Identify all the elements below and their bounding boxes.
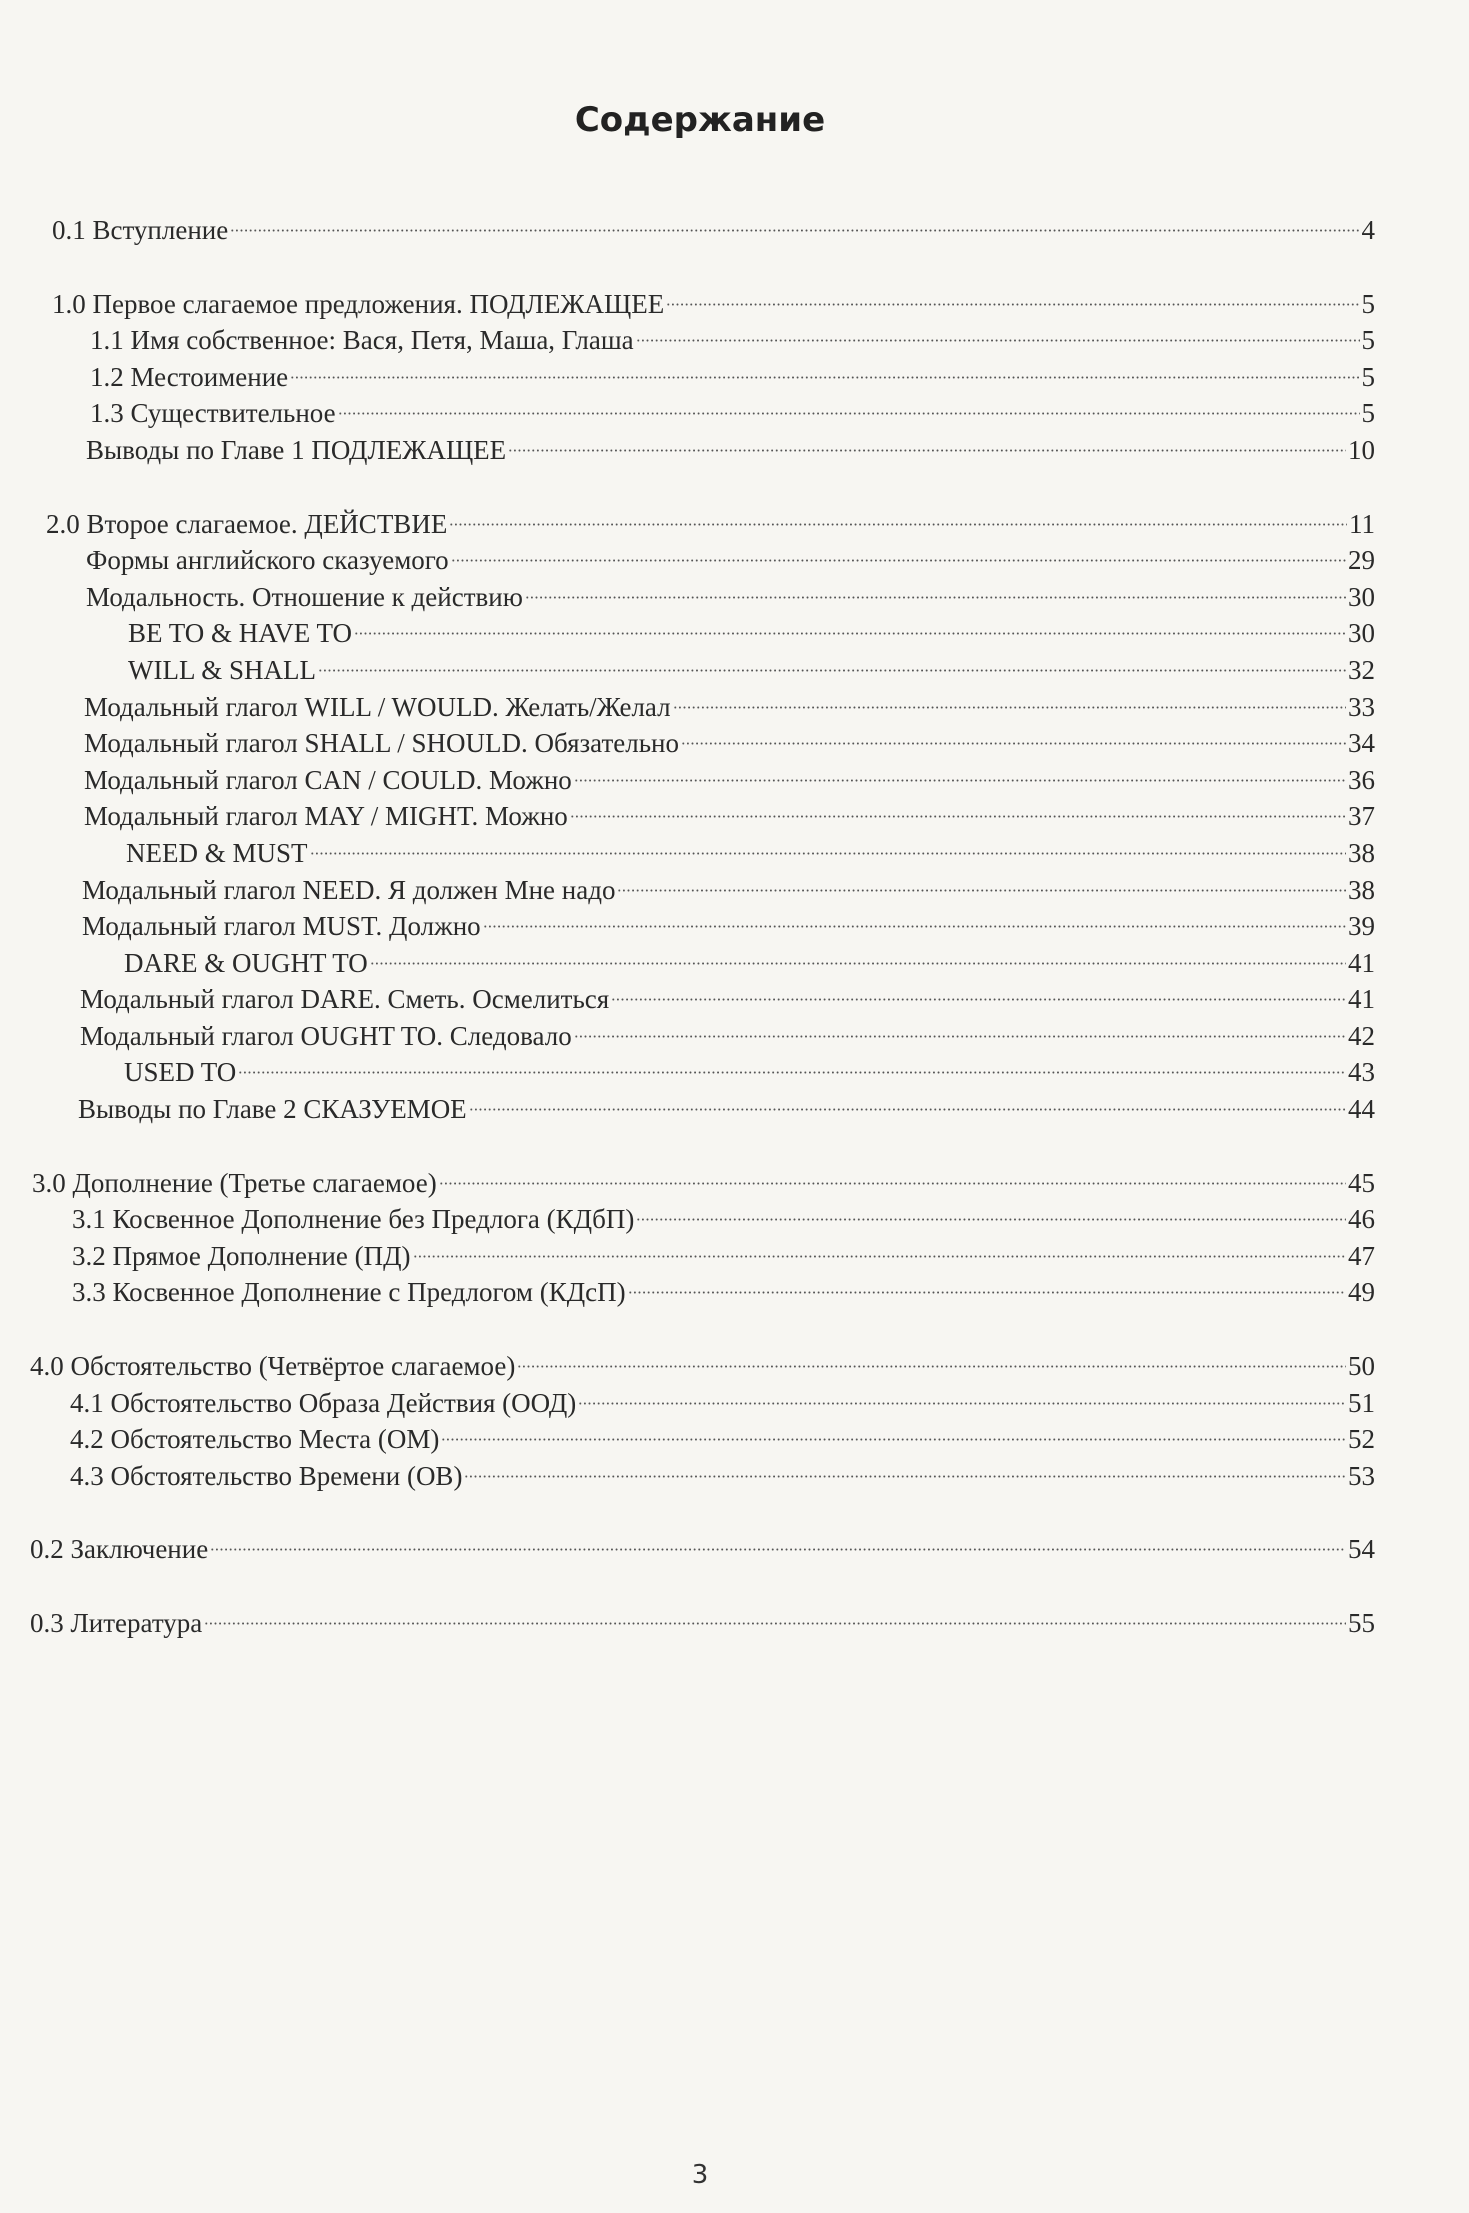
- leader-dots: [636, 339, 1360, 342]
- leader-dots: [636, 1218, 1346, 1221]
- leader-dots: [439, 1182, 1346, 1185]
- toc-entry[interactable]: [30, 1238, 1375, 1275]
- toc-entry-label: 3.1 Косвенное Дополнение без Предлога (КДбП): [72, 1204, 635, 1235]
- toc-entry-label: Модальный глагол DARE. Сметь. Осмелиться: [80, 984, 610, 1015]
- leader-dots: [210, 1548, 1346, 1551]
- toc-entry[interactable]: [30, 1274, 1375, 1311]
- toc-entry-label: 4.1 Обстоятельство Образа Действия (ООД): [70, 1387, 577, 1418]
- toc-entry-page: 44: [1348, 1094, 1375, 1125]
- toc-entry-label: 1.2 Местоимение: [90, 361, 289, 392]
- toc-entry[interactable]: [30, 762, 1375, 799]
- toc-entry[interactable]: [30, 725, 1375, 762]
- toc-entry-label: 3.2 Прямое Дополнение (ПД): [72, 1240, 411, 1271]
- toc-entry-label: NEED & MUST: [126, 837, 308, 868]
- toc-entry[interactable]: [30, 506, 1375, 543]
- toc-entry-label: 1.3 Существительное: [90, 398, 336, 429]
- toc-entry-label: Модальный глагол MUST. Должно: [82, 911, 481, 942]
- toc-entry[interactable]: [30, 1458, 1375, 1495]
- toc-entry[interactable]: [30, 542, 1375, 579]
- leader-dots: [666, 303, 1359, 306]
- leader-dots: [464, 1475, 1346, 1478]
- toc-entry-label: Формы английского сказуемого: [86, 545, 449, 576]
- toc-entry[interactable]: [30, 1348, 1375, 1385]
- toc-entry-page: 4: [1361, 215, 1375, 245]
- toc-entry[interactable]: [30, 1165, 1375, 1202]
- toc-entry-label: WILL & SHALL: [128, 654, 316, 685]
- leader-dots: [310, 852, 1347, 855]
- toc-entry-label: Модальность. Отношение к действию: [86, 581, 523, 612]
- toc-entry[interactable]: [30, 981, 1375, 1018]
- toc-entry-page: 5: [1361, 398, 1375, 429]
- section-spacer: [30, 469, 1375, 506]
- leader-dots: [628, 1291, 1346, 1294]
- toc-entry-page: 11: [1349, 508, 1375, 539]
- toc-entry[interactable]: [30, 1421, 1375, 1458]
- toc-entry-page: 43: [1348, 1057, 1375, 1088]
- toc-entry-label: 3.3 Косвенное Дополнение с Предлогом (КДсП): [72, 1277, 626, 1308]
- section-spacer: [30, 249, 1375, 286]
- toc-entry-page: 47: [1348, 1240, 1375, 1271]
- toc-entry-label: 0.3 Литература: [30, 1608, 203, 1638]
- page-number: 3: [691, 2160, 709, 2190]
- section-spacer: [30, 1568, 1375, 1605]
- toc-entry[interactable]: [30, 1385, 1375, 1422]
- table-of-contents: [30, 212, 1375, 1642]
- toc-entry[interactable]: [30, 798, 1375, 835]
- leader-dots: [290, 376, 1359, 379]
- leader-dots: [451, 559, 1346, 562]
- toc-entry[interactable]: [30, 652, 1375, 689]
- toc-entry[interactable]: [30, 395, 1375, 432]
- toc-entry-label: Выводы по Главе 1 ПОДЛЕЖАЩЕЕ: [86, 434, 507, 465]
- toc-entry-page: 38: [1348, 874, 1375, 905]
- toc-entry-page: 29: [1348, 545, 1375, 576]
- leader-dots: [611, 998, 1346, 1001]
- toc-entry-page: 30: [1348, 581, 1375, 612]
- toc-entry-page: 39: [1348, 911, 1375, 942]
- toc-entry-label: Модальный глагол WILL / WOULD. Желать/Желал: [84, 691, 671, 722]
- toc-entry-page: 49: [1348, 1277, 1375, 1308]
- toc-entry-label: 4.2 Обстоятельство Места (ОМ): [70, 1424, 440, 1455]
- leader-dots: [570, 815, 1346, 818]
- toc-entry[interactable]: [30, 1605, 1375, 1642]
- toc-entry[interactable]: [30, 835, 1375, 872]
- toc-entry[interactable]: [30, 1054, 1375, 1091]
- toc-entry-page: 51: [1348, 1387, 1375, 1418]
- toc-entry-label: 0.1 Вступление: [52, 215, 229, 245]
- toc-entry-label: 1.0 Первое слагаемое предложения. ПОДЛЕЖАЩЕЕ: [52, 288, 665, 319]
- toc-entry[interactable]: [30, 212, 1375, 249]
- toc-entry-label: DARE & OUGHT TO: [124, 947, 368, 978]
- toc-entry[interactable]: [30, 359, 1375, 396]
- toc-entry-page: 53: [1348, 1460, 1375, 1491]
- section-spacer: [30, 1311, 1375, 1348]
- toc-entry-page: 38: [1348, 837, 1375, 868]
- leader-dots: [338, 412, 1360, 415]
- toc-entry[interactable]: [30, 432, 1375, 469]
- toc-entry-label: 4.0 Обстоятельство (Четвёртое слагаемое): [30, 1351, 516, 1382]
- toc-entry-page: 37: [1348, 801, 1375, 832]
- toc-entry[interactable]: [30, 872, 1375, 909]
- toc-entry[interactable]: [30, 1531, 1375, 1568]
- leader-dots: [525, 596, 1346, 599]
- toc-entry[interactable]: [30, 286, 1375, 323]
- toc-entry-page: 52: [1348, 1424, 1375, 1455]
- leader-dots: [449, 523, 1347, 526]
- toc-entry-page: 33: [1348, 691, 1375, 722]
- leader-dots: [617, 889, 1346, 892]
- toc-entry-label: Выводы по Главе 2 СКАЗУЕМОЕ: [78, 1094, 467, 1125]
- toc-entry[interactable]: [30, 615, 1375, 652]
- leader-dots: [469, 1108, 1346, 1111]
- leader-dots: [230, 229, 1359, 232]
- leader-dots: [508, 449, 1346, 452]
- toc-entry-label: 3.0 Дополнение (Третье слагаемое): [32, 1167, 437, 1198]
- toc-entry-label: Модальный глагол MAY / MIGHT. Можно: [84, 801, 568, 832]
- leader-dots: [517, 1365, 1346, 1368]
- toc-entry-page: 54: [1348, 1534, 1375, 1565]
- toc-entry-page: 36: [1348, 764, 1375, 795]
- toc-entry-label: USED TO: [124, 1057, 237, 1088]
- toc-entry-page: 34: [1348, 728, 1375, 759]
- toc-entry[interactable]: [30, 322, 1375, 359]
- toc-entry-label: BE TO & HAVE TO: [128, 618, 353, 649]
- toc-entry-page: 46: [1348, 1204, 1375, 1235]
- toc-entry-label: 1.1 Имя собственное: Вася, Петя, Маша, Глаша: [90, 325, 634, 356]
- toc-entry[interactable]: [30, 689, 1375, 726]
- toc-entry-label: 4.3 Обстоятельство Времени (ОВ): [70, 1460, 463, 1491]
- toc-entry-label: Модальный глагол CAN / COULD. Можно: [84, 764, 572, 795]
- toc-entry-label: Модальный глагол OUGHT TO. Следовало: [80, 1020, 572, 1051]
- toc-entry[interactable]: [30, 1018, 1375, 1055]
- leader-dots: [673, 706, 1346, 709]
- toc-entry-page: 41: [1348, 984, 1375, 1015]
- leader-dots: [574, 779, 1346, 782]
- leader-dots: [204, 1622, 1346, 1625]
- section-spacer: [30, 1494, 1375, 1531]
- leader-dots: [574, 1035, 1346, 1038]
- toc-entry-label: Модальный глагол NEED. Я должен Мне надо: [82, 874, 616, 905]
- leader-dots: [483, 925, 1346, 928]
- leader-dots: [413, 1255, 1346, 1258]
- toc-entry-label: 0.2 Заключение: [30, 1534, 209, 1565]
- toc-entry-page: 42: [1348, 1020, 1375, 1051]
- page-title: Содержание: [574, 100, 826, 140]
- toc-entry-page: 45: [1348, 1167, 1375, 1198]
- toc-entry-page: 55: [1348, 1608, 1375, 1638]
- toc-entry-page: 5: [1361, 361, 1375, 392]
- toc-entry-page: 30: [1348, 618, 1375, 649]
- section-spacer: [30, 1128, 1375, 1165]
- toc-entry[interactable]: [30, 908, 1375, 945]
- toc-entry-page: 50: [1348, 1351, 1375, 1382]
- toc-entry-page: 5: [1361, 325, 1375, 356]
- toc-entry[interactable]: [30, 945, 1375, 982]
- toc-entry-page: 32: [1348, 654, 1375, 685]
- leader-dots: [238, 1071, 1346, 1074]
- leader-dots: [578, 1402, 1346, 1405]
- toc-entry[interactable]: [30, 1091, 1375, 1128]
- leader-dots: [681, 742, 1346, 745]
- toc-entry[interactable]: [30, 579, 1375, 616]
- toc-entry-page: 41: [1348, 947, 1375, 978]
- toc-entry-label: Модальный глагол SHALL / SHOULD. Обязательно: [84, 728, 679, 759]
- leader-dots: [318, 669, 1346, 672]
- leader-dots: [354, 632, 1346, 635]
- toc-entry-page: 5: [1361, 288, 1375, 319]
- leader-dots: [370, 962, 1346, 965]
- toc-entry-page: 10: [1348, 434, 1375, 465]
- toc-entry-label: 2.0 Второе слагаемое. ДЕЙСТВИЕ: [46, 508, 448, 539]
- leader-dots: [441, 1438, 1346, 1441]
- toc-entry[interactable]: [30, 1201, 1375, 1238]
